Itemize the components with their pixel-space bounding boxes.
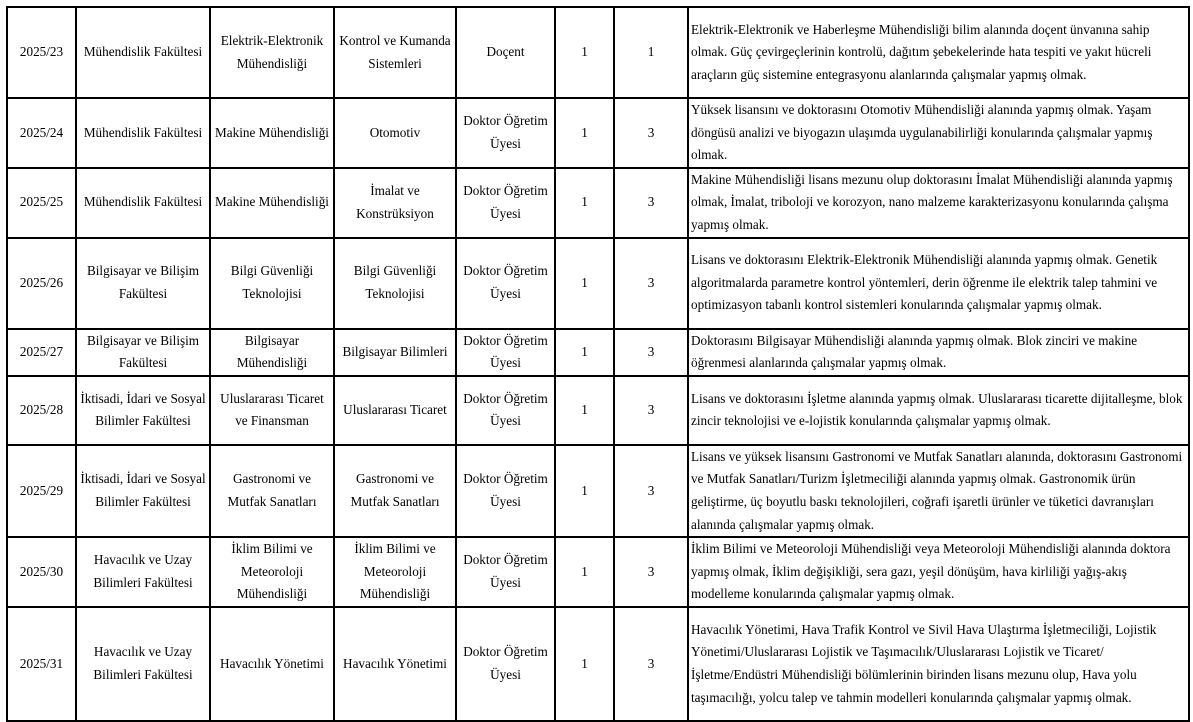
field-cell: İmalat ve Konstrüksiyon — [334, 168, 456, 238]
faculty-cell: Bilgisayar ve Bilişim Fakültesi — [76, 238, 210, 329]
requirements-cell: Elektrik-Elektronik ve Haberleşme Mühendisliği bilim alanında doçent ünvanına sahip olmak. Güç çevirgeçlerinin kontrolü, dağıtım şebekelerinde hata tespiti ve yakıt hücreli araçların güç sistemine entegrasyonu alanlarında çalışmalar yapmış olmak. — [688, 7, 1189, 98]
department-cell: Bilgisayar Mühendisliği — [210, 329, 334, 376]
count-cell: 3 — [614, 376, 688, 445]
field-cell: İklim Bilimi ve Meteoroloji Mühendisliği — [334, 537, 456, 607]
announcement-code: 2025/28 — [7, 376, 76, 445]
positions-cell: 1 — [555, 238, 614, 329]
positions-cell: 1 — [555, 168, 614, 238]
table-row — [7, 445, 1189, 537]
title-cell: Doktor Öğretim Üyesi — [456, 537, 555, 607]
requirements-cell: İklim Bilimi ve Meteoroloji Mühendisliği veya Meteoroloji Mühendisliği alanında doktora yapmış olmak, İklim değişikliği, sera gazı, yeşil dönüşüm, hava kirliliği yağış-akış modelleme konularında çalışmalar yapmış olmak. — [688, 537, 1189, 607]
requirements-cell: Havacılık Yönetimi, Hava Trafik Kontrol ve Sivil Hava Ulaştırma İşletmeciliği, Lojistik Yönetimi/Uluslararası Lojistik ve Taşımacılık/Uluslararası Lojistik ve Ticaret/İşletme/Endüstri Mühendisliği bölümlerinin birinden lisans mezunu olup, Hava yolu taşımacılığı, yolcu talep ve tahmin modelleri konularında çalışmalar yapmış olmak. — [688, 607, 1189, 721]
requirements-cell: Doktorasını Bilgisayar Mühendisliği alanında yapmış olmak. Blok zinciri ve makine öğrenmesi alanlarında çalışmalar yapmış olmak. — [688, 329, 1189, 376]
department-cell: Makine Mühendisliği — [210, 168, 334, 238]
positions-cell: 1 — [555, 445, 614, 537]
announcement-code: 2025/24 — [7, 98, 76, 168]
requirements-cell: Makine Mühendisliği lisans mezunu olup doktorasını İmalat Mühendisliği alanında yapmış olmak, İmalat, triboloji ve korozyon, nano malzeme karakterizasyonu konularında çalışma yapmış olmak. — [688, 168, 1189, 238]
department-cell: Elektrik-Elektronik Mühendisliği — [210, 7, 334, 98]
count-cell: 3 — [614, 329, 688, 376]
faculty-cell: Bilgisayar ve Bilişim Fakültesi — [76, 329, 210, 376]
requirements-cell: Lisans ve yüksek lisansını Gastronomi ve Mutfak Sanatları alanında, doktorasını Gastronomi ve Mutfak Sanatları/Turizm İşletmeciliği alanında yapmış olmak. Gastronomik ürün geliştirme, üç boyutlu baskı teknolojileri, coğrafi işaretli ürünler ve tüketici davranışları alanında çalışmalar yapmış olmak. — [688, 445, 1189, 537]
table-row — [7, 376, 1189, 445]
announcement-code: 2025/30 — [7, 537, 76, 607]
announcement-code: 2025/26 — [7, 238, 76, 329]
count-cell: 3 — [614, 168, 688, 238]
title-cell: Doktor Öğretim Üyesi — [456, 98, 555, 168]
title-cell: Doktor Öğretim Üyesi — [456, 238, 555, 329]
field-cell: Uluslararası Ticaret — [334, 376, 456, 445]
field-cell: Otomotiv — [334, 98, 456, 168]
faculty-cell: İktisadi, İdari ve Sosyal Bilimler Fakültesi — [76, 376, 210, 445]
announcement-code: 2025/25 — [7, 168, 76, 238]
title-cell: Doçent — [456, 7, 555, 98]
field-cell: Havacılık Yönetimi — [334, 607, 456, 721]
count-cell: 1 — [614, 7, 688, 98]
positions-cell: 1 — [555, 7, 614, 98]
faculty-positions-table — [6, 6, 1190, 722]
positions-cell: 1 — [555, 98, 614, 168]
title-cell: Doktor Öğretim Üyesi — [456, 168, 555, 238]
table-row — [7, 238, 1189, 329]
table-body — [7, 7, 1189, 721]
table-row — [7, 168, 1189, 238]
announcement-code: 2025/27 — [7, 329, 76, 376]
department-cell: Uluslararası Ticaret ve Finansman — [210, 376, 334, 445]
title-cell: Doktor Öğretim Üyesi — [456, 376, 555, 445]
field-cell: Gastronomi ve Mutfak Sanatları — [334, 445, 456, 537]
faculty-cell: İktisadi, İdari ve Sosyal Bilimler Fakültesi — [76, 445, 210, 537]
department-cell: Havacılık Yönetimi — [210, 607, 334, 721]
count-cell: 3 — [614, 537, 688, 607]
count-cell: 3 — [614, 445, 688, 537]
positions-cell: 1 — [555, 607, 614, 721]
announcement-code: 2025/31 — [7, 607, 76, 721]
field-cell: Bilgisayar Bilimleri — [334, 329, 456, 376]
field-cell: Kontrol ve Kumanda Sistemleri — [334, 7, 456, 98]
faculty-cell: Mühendislik Fakültesi — [76, 168, 210, 238]
requirements-cell: Yüksek lisansını ve doktorasını Otomotiv Mühendisliği alanında yapmış olmak. Yaşam döngüsü analizi ve biyogazın ulaşımda uygulanabilirliği konularında çalışmalar yapmış olmak. — [688, 98, 1189, 168]
title-cell: Doktor Öğretim Üyesi — [456, 445, 555, 537]
count-cell: 3 — [614, 238, 688, 329]
title-cell: Doktor Öğretim Üyesi — [456, 329, 555, 376]
table-row — [7, 537, 1189, 607]
table-row — [7, 607, 1189, 721]
department-cell: İklim Bilimi ve Meteoroloji Mühendisliği — [210, 537, 334, 607]
title-cell: Doktor Öğretim Üyesi — [456, 607, 555, 721]
requirements-cell: Lisans ve doktorasını Elektrik-Elektronik Mühendisliği alanında yapmış olmak. Genetik algoritmalarda parametre kontrol yöntemleri, derin öğrenme ile elektrik talep tahmini ve optimizasyon tabanlı kontrol sistemleri konularında çalışmalar yapmış olmak. — [688, 238, 1189, 329]
announcement-code: 2025/29 — [7, 445, 76, 537]
positions-cell: 1 — [555, 329, 614, 376]
faculty-cell: Mühendislik Fakültesi — [76, 98, 210, 168]
department-cell: Gastronomi ve Mutfak Sanatları — [210, 445, 334, 537]
table-row — [7, 329, 1189, 376]
count-cell: 3 — [614, 607, 688, 721]
faculty-cell: Havacılık ve Uzay Bilimleri Fakültesi — [76, 537, 210, 607]
announcement-code: 2025/23 — [7, 7, 76, 98]
department-cell: Makine Mühendisliği — [210, 98, 334, 168]
faculty-cell: Havacılık ve Uzay Bilimleri Fakültesi — [76, 607, 210, 721]
positions-cell: 1 — [555, 376, 614, 445]
field-cell: Bilgi Güvenliği Teknolojisi — [334, 238, 456, 329]
faculty-cell: Mühendislik Fakültesi — [76, 7, 210, 98]
count-cell: 3 — [614, 98, 688, 168]
department-cell: Bilgi Güvenliği Teknolojisi — [210, 238, 334, 329]
table-row — [7, 98, 1189, 168]
positions-cell: 1 — [555, 537, 614, 607]
table-row — [7, 7, 1189, 98]
requirements-cell: Lisans ve doktorasını İşletme alanında yapmış olmak. Uluslararası ticarette dijitalleşme, blok zincir teknolojisi ve e-lojistik konularında çalışmalar yapmış olmak. — [688, 376, 1189, 445]
